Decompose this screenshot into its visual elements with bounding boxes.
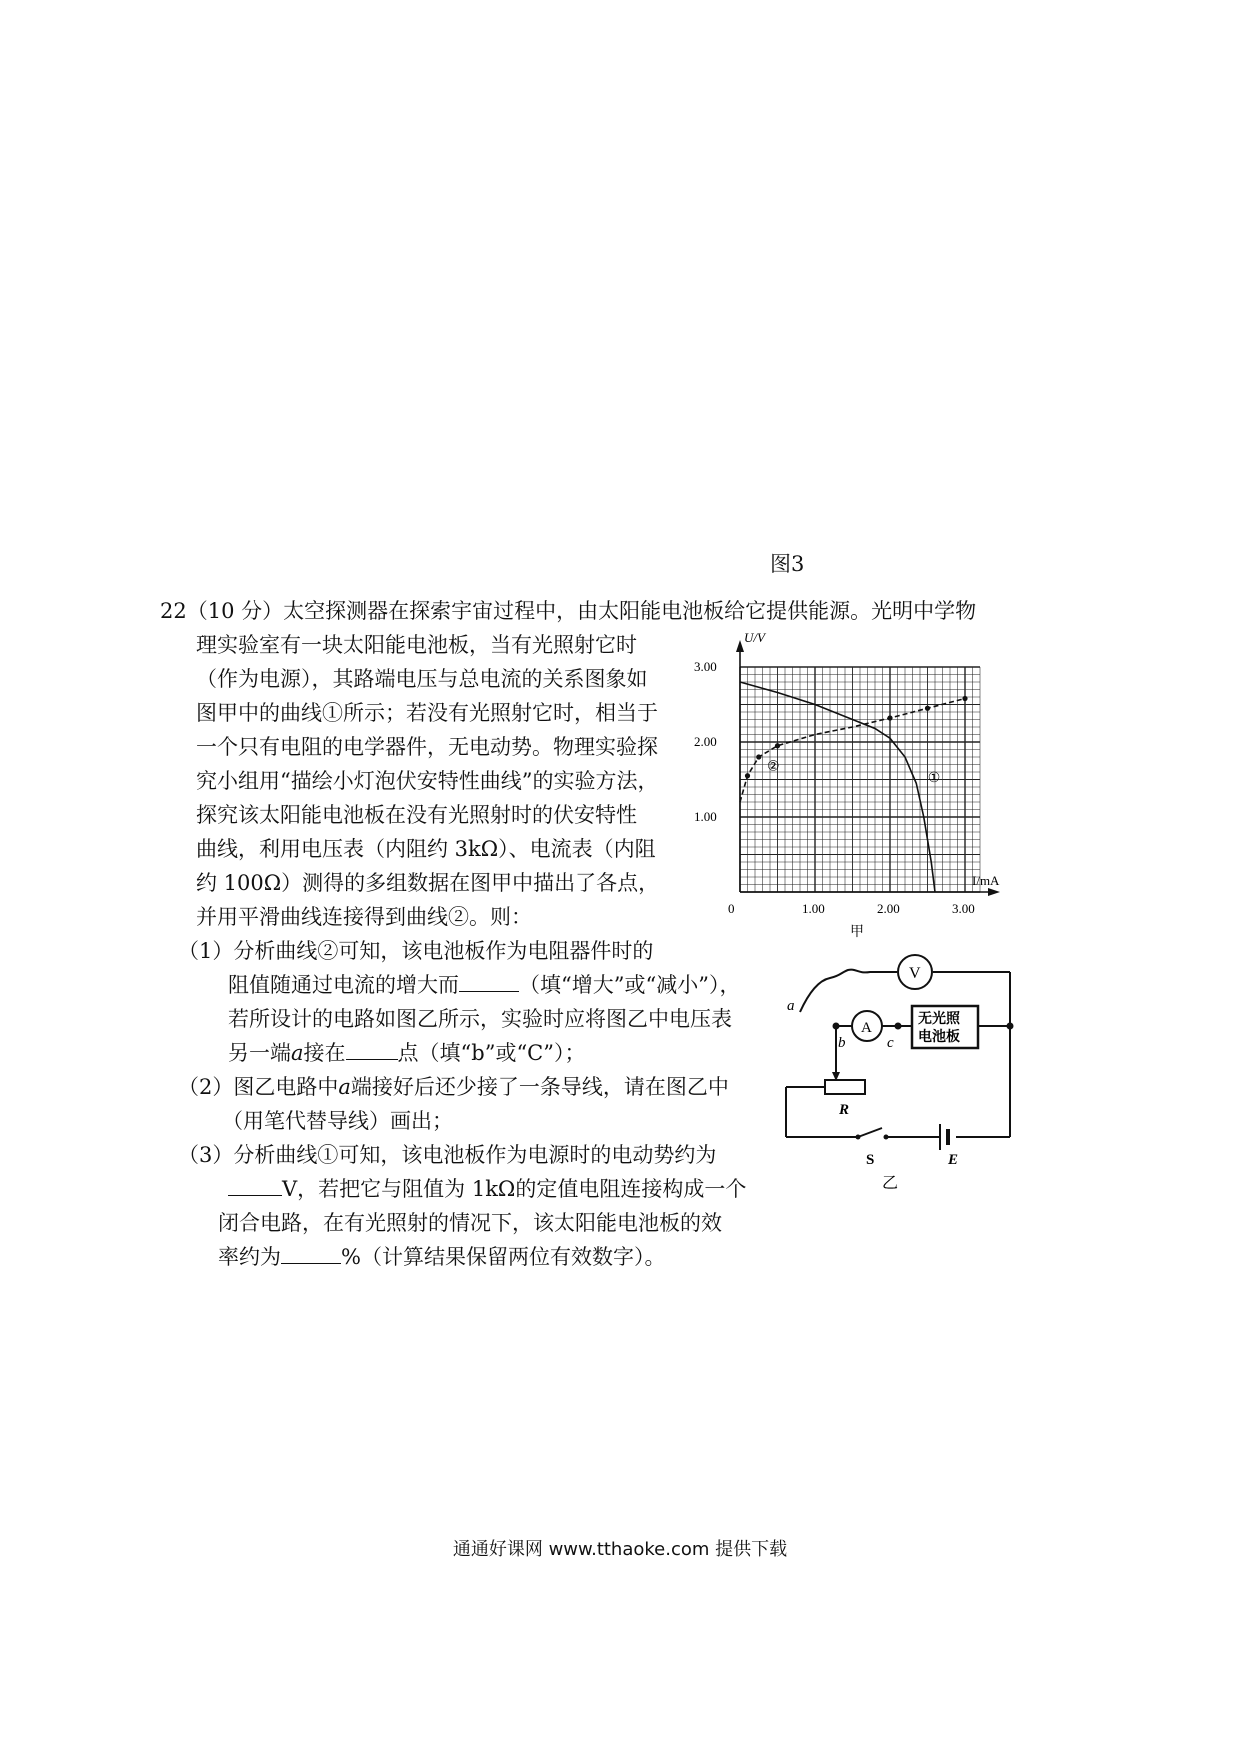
solar-panel-label-1: 无光照 [918, 1012, 960, 1027]
y-axis-arrow [736, 640, 744, 652]
origin-label: 0 [728, 901, 735, 916]
y-tick-label: 2.00 [694, 734, 717, 749]
node-b-dot [833, 1023, 840, 1030]
answer-blank-3[interactable] [228, 1173, 282, 1196]
chart-caption: 甲 [850, 925, 864, 940]
right-junction-dot [1007, 1023, 1014, 1030]
wire-voltmeter-lead [800, 970, 897, 1012]
question-header [160, 594, 976, 628]
series-2-point [925, 706, 930, 711]
node-a-label: a [787, 998, 795, 1014]
part-3-line-0: （3）分析曲线①可知，该电池板作为电源时的电动势约为 [178, 1143, 717, 1167]
part-2-line-0: （2）图乙电路中a端接好后还少接了一条导线，请在图乙中 [178, 1075, 729, 1099]
series-2-point [775, 743, 780, 748]
part-1-line-0: （1）分析曲线②可知，该电池板作为电阻器件时的 [178, 939, 654, 963]
question-line-9: 并用平滑曲线连接得到曲线②。则： [196, 905, 532, 929]
part-3-line-3: 率约为 %（计算结果保留两位有效数字）。 [218, 1240, 665, 1274]
series-2-point [745, 773, 750, 778]
part-1-label: （1） [178, 939, 234, 963]
question-line-4: 一个只有电阻的电学器件，无电动势。物理实验探 [196, 735, 658, 759]
solar-panel-label-2: 电池板 [918, 1030, 960, 1045]
node-b-label: b [838, 1035, 846, 1051]
answer-blank-4[interactable] [281, 1241, 341, 1264]
footer-credit: 通通好课网 www.tthaoke.com 提供下载 [452, 1539, 788, 1560]
y-tick-label: 3.00 [694, 659, 717, 674]
question-line-5: 究小组用“描绘小灯泡伏安特性曲线”的实验方法， [196, 769, 659, 793]
ammeter-label: A [861, 1020, 872, 1036]
series-1-label: ① [927, 770, 941, 786]
rheostat-icon [825, 1080, 865, 1094]
y-axis-label: U/V [744, 630, 765, 645]
switch-blade [858, 1128, 882, 1137]
node-c-label: c [887, 1035, 894, 1051]
question-line-0: 太空探测器在探索宇宙过程中，由太阳能电池板给它提供能源。光明中学物 [283, 599, 977, 623]
question-line-8: 约 100Ω）测得的多组数据在图甲中描出了各点， [196, 871, 660, 895]
node-c-dot [895, 1023, 902, 1030]
switch-label: S [866, 1152, 875, 1168]
circuit-caption: 乙 [882, 1175, 899, 1190]
part-1-line-1: 阻值随通过电流的增大而 （填“增大”或“减小”）， [228, 968, 740, 1002]
voltmeter-label: V [909, 965, 921, 982]
question-line-3: 图甲中的曲线①所示；若没有光照射它时，相当于 [196, 701, 658, 725]
part-3-line-1: V，若把它与阻值为 1kΩ的定值电阻连接构成一个 [228, 1172, 746, 1206]
question-line-7: 曲线，利用电压表（内阻约 3kΩ）、电流表（内阻 [196, 837, 656, 861]
x-tick-label: 1.00 [802, 901, 825, 916]
question-points: （10 分） [186, 599, 284, 623]
answer-blank-1[interactable] [459, 969, 519, 992]
circuit-diagram [770, 930, 1020, 1190]
series-2-point [887, 715, 892, 720]
x-tick-label: 2.00 [877, 901, 900, 916]
part-3-line-2: 闭合电路，在有光照射的情况下，该太阳能电池板的效 [218, 1211, 722, 1235]
series-2-point [756, 754, 761, 759]
part-1-line-3: 另一端a接在 点（填“b”或“C”）； [228, 1036, 586, 1070]
part-3-label: （3） [178, 1143, 234, 1167]
switch-contact [884, 1135, 889, 1140]
y-tick-label: 1.00 [694, 809, 717, 824]
question-number: 22 [160, 599, 187, 623]
battery-label: E [948, 1152, 959, 1168]
part-2-label: （2） [178, 1075, 234, 1099]
answer-blank-2[interactable] [346, 1037, 398, 1060]
x-axis-label: I/mA [972, 873, 1000, 888]
iv-chart [690, 630, 1030, 940]
part-2-line-1: （用笔代替导线）画出； [222, 1109, 453, 1133]
x-axis-arrow [988, 888, 1000, 896]
part-1-line-2: 若所设计的电路如图乙所示，实验时应将图乙中电压表 [228, 1007, 732, 1031]
question-line-2: （作为电源），其路端电压与总电流的关系图象如 [196, 667, 648, 691]
rheostat-label: R [839, 1102, 850, 1118]
figure-label: 图3 [770, 552, 805, 576]
x-tick-label: 3.00 [952, 901, 975, 916]
series-2-point [962, 696, 967, 701]
chart-grid [740, 667, 980, 892]
series-2-label: ② [767, 759, 780, 775]
question-line-6: 探究该太阳能电池板在没有光照射时的伏安特性 [196, 803, 637, 827]
question-line-1: 理实验室有一块太阳能电池板，当有光照射它时 [196, 633, 637, 657]
switch-pivot [856, 1135, 861, 1140]
